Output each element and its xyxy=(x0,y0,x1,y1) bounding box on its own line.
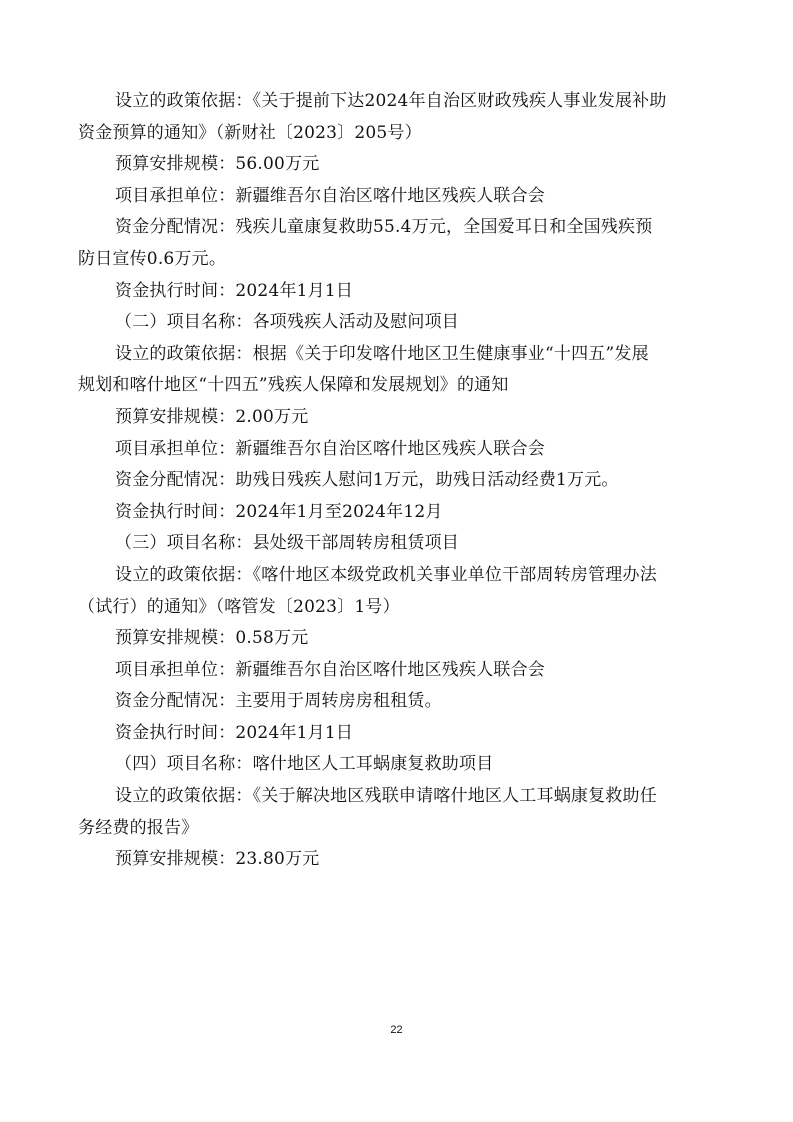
paragraph-line: 设立的政策依据：根据《关于印发喀什地区卫生健康事业“十四五”发展 xyxy=(115,343,649,364)
paragraph-line: 预算安排规模：56.00万元 xyxy=(115,154,320,175)
paragraph-line: 预算安排规模：2.00万元 xyxy=(115,406,309,427)
paragraph-line: （试行）的通知》（喀管发〔2023〕1号） xyxy=(78,596,400,617)
paragraph-line: 预算安排规模：0.58万元 xyxy=(115,628,309,649)
paragraph-line: 资金执行时间：2024年1月1日 xyxy=(115,280,354,301)
paragraph-line: 项目承担单位：新疆维吾尔自治区喀什地区残疾人联合会 xyxy=(115,659,545,680)
section-heading: （三）项目名称：县处级干部周转房租赁项目 xyxy=(115,533,459,554)
section-heading: （二）项目名称：各项残疾人活动及慰问项目 xyxy=(115,312,459,333)
paragraph-line: 资金执行时间：2024年1月1日 xyxy=(115,722,354,743)
paragraph-line: 项目承担单位：新疆维吾尔自治区喀什地区残疾人联合会 xyxy=(115,185,545,206)
paragraph-line: 规划和喀什地区“十四五”残疾人保障和发展规划》的通知 xyxy=(78,375,509,396)
paragraph-line: 务经费的报告》 xyxy=(78,817,199,838)
page-number: 22 xyxy=(390,1024,403,1036)
paragraph-line: 资金分配情况：主要用于周转房房租租赁。 xyxy=(115,691,442,712)
paragraph-line: 预算安排规模：23.80万元 xyxy=(115,849,320,870)
paragraph-line: 防日宣传0.6万元。 xyxy=(78,248,227,269)
paragraph-line: 设立的政策依据：《喀什地区本级党政机关事业单位干部周转房管理办法 xyxy=(115,564,657,585)
document-body xyxy=(78,86,710,876)
paragraph-line: 资金执行时间：2024年1月至2024年12月 xyxy=(115,501,443,522)
paragraph-line: 资金预算的通知》（新财社〔2023〕205号） xyxy=(78,122,422,143)
paragraph-line: 资金分配情况：残疾儿童康复救助55.4万元，全国爱耳日和全国残疾预 xyxy=(115,217,653,238)
paragraph-line: 设立的政策依据：《关于提前下达2024年自治区财政残疾人事业发展补助 xyxy=(115,91,667,111)
paragraph-line: 资金分配情况：助残日残疾人慰问1万元，助残日活动经费1万元。 xyxy=(115,470,619,491)
paragraph-line: 项目承担单位：新疆维吾尔自治区喀什地区残疾人联合会 xyxy=(115,438,545,459)
section-heading: （四）项目名称：喀什地区人工耳蜗康复救助项目 xyxy=(115,754,494,775)
paragraph-line: 设立的政策依据：《关于解决地区残联申请喀什地区人工耳蜗康复救助任 xyxy=(115,786,657,807)
